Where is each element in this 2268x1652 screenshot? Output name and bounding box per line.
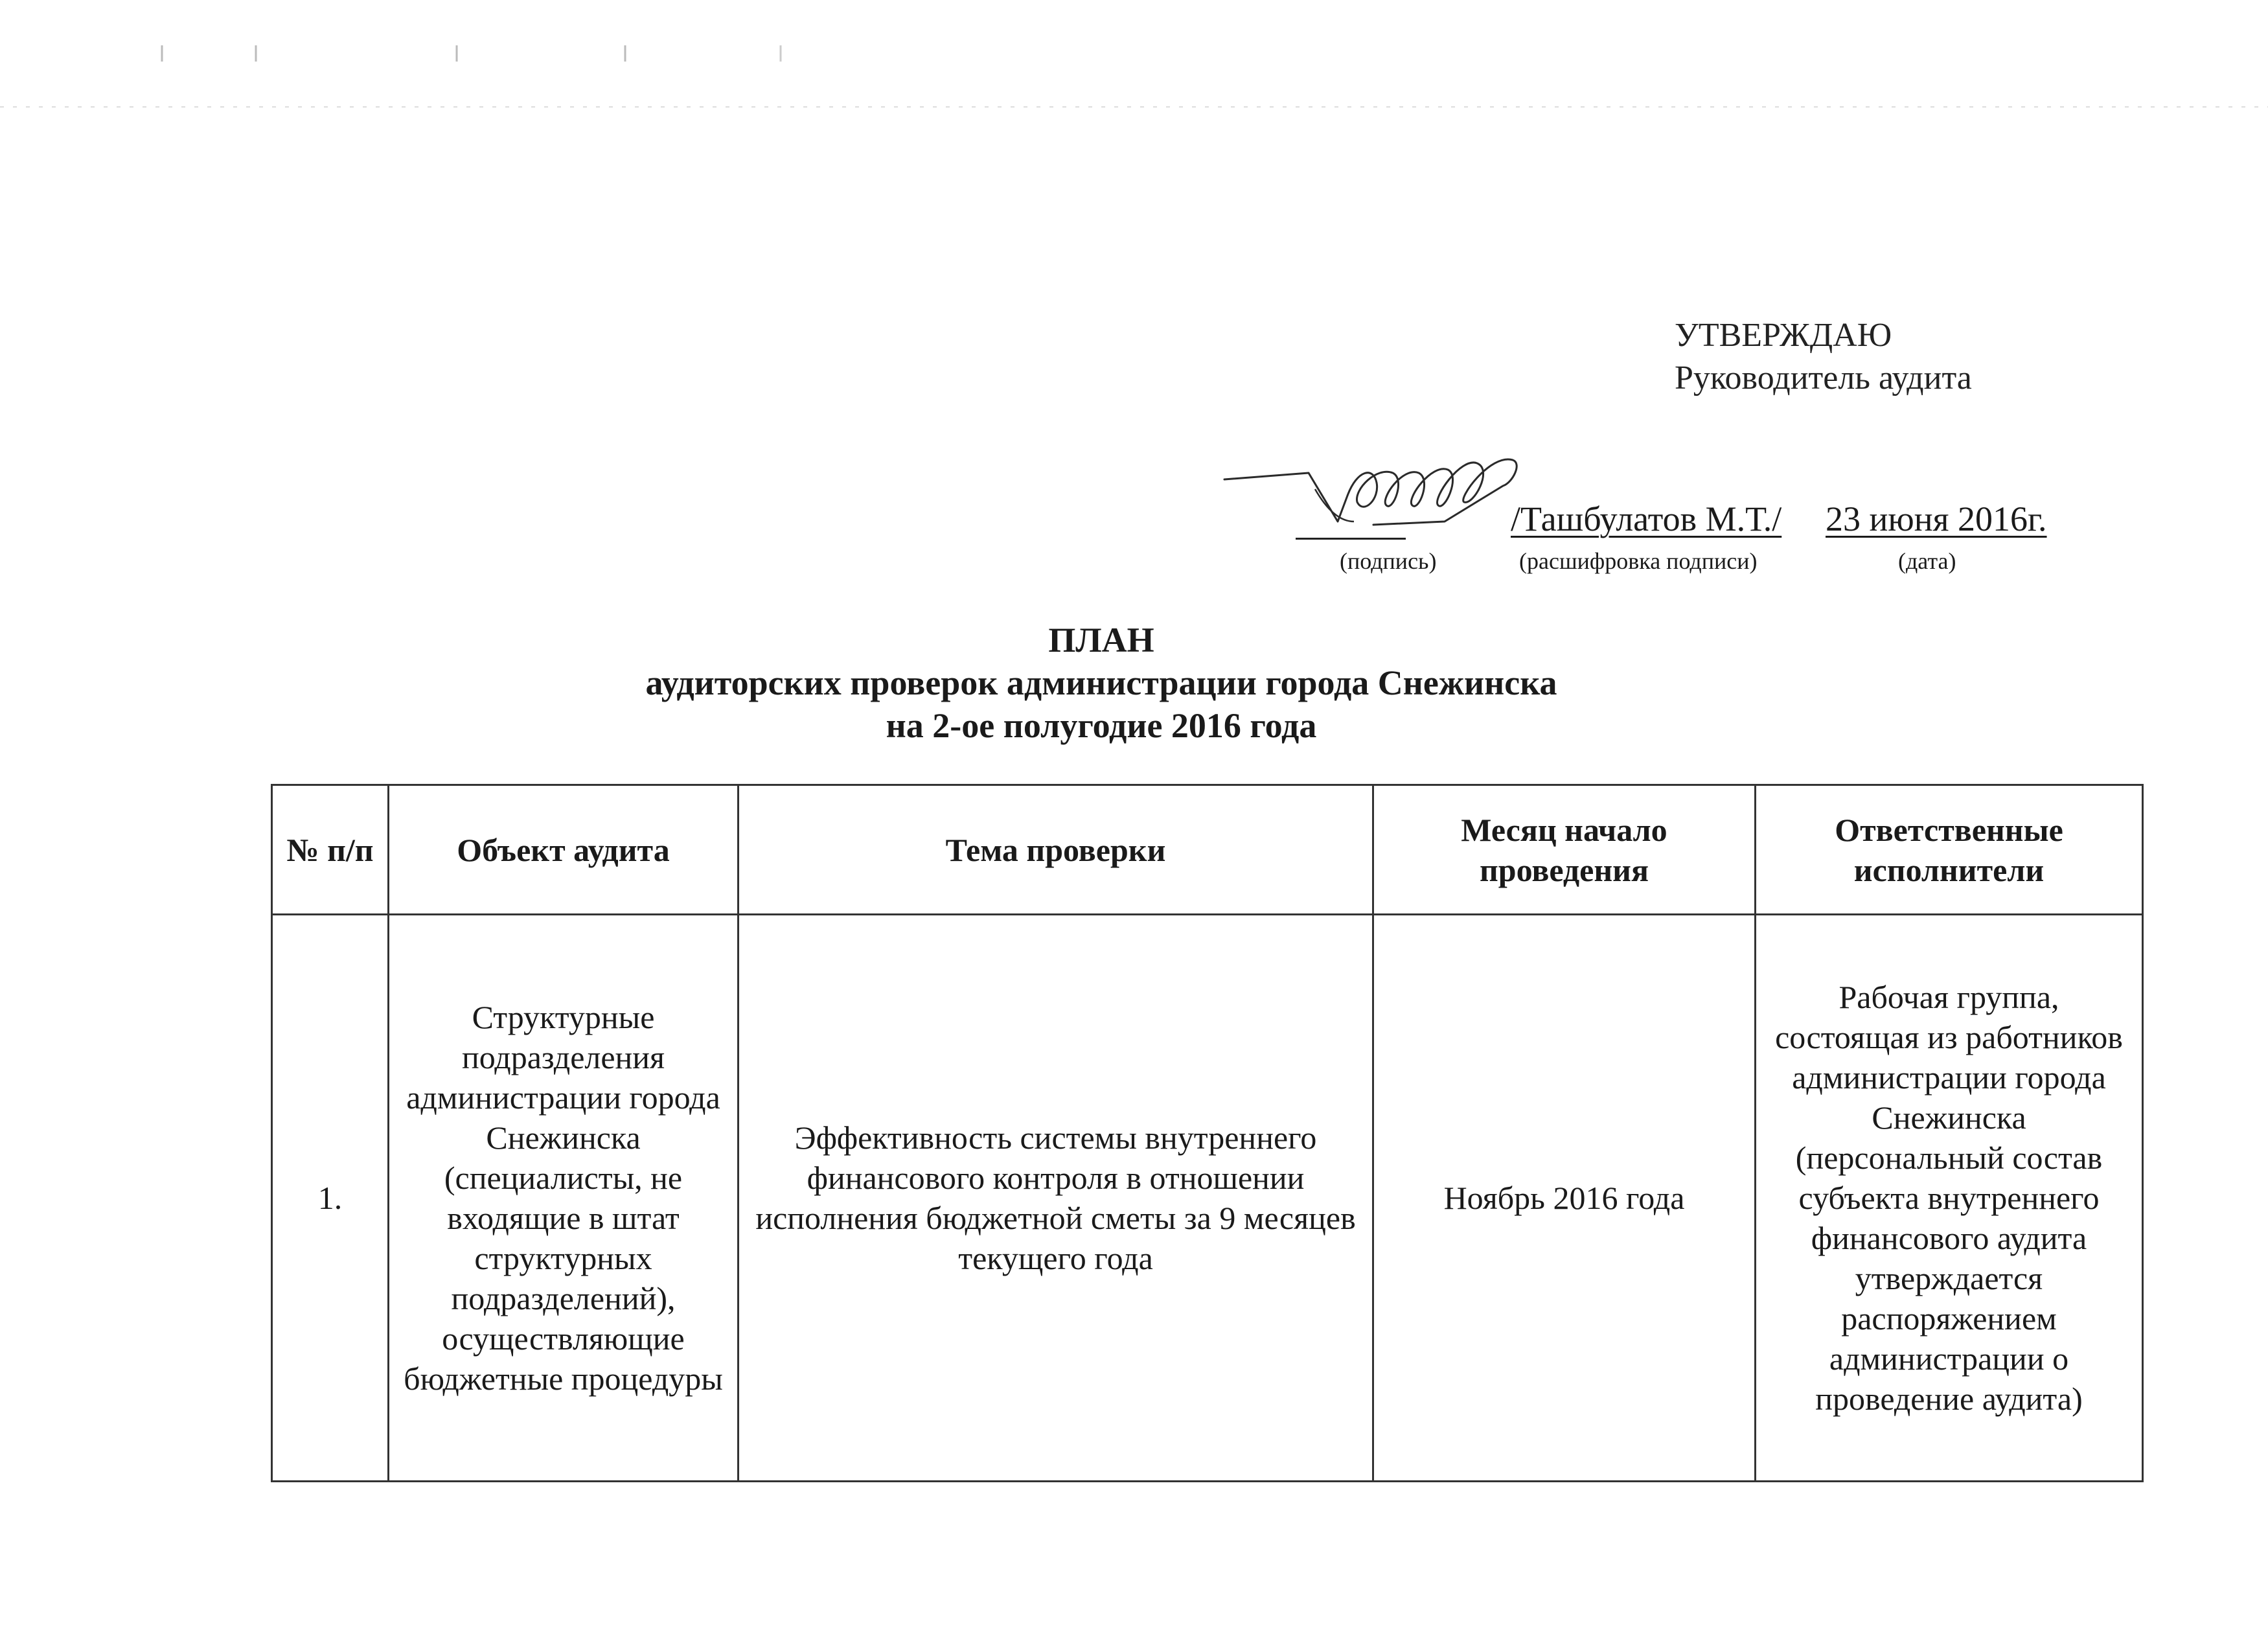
caption-signature: (подпись)	[1340, 548, 1437, 574]
scan-artifacts	[0, 39, 2268, 117]
cell-topic: Эффективность системы внутреннего финансового контроля в отношении исполнения бюджетной сметы за 9 месяцев текущего года	[739, 915, 1373, 1482]
header-object: Объект аудита	[389, 785, 739, 915]
approval-block	[1675, 314, 1972, 400]
title-line-1: ПЛАН	[1048, 621, 1154, 660]
approval-position: Руководитель аудита	[1675, 360, 1972, 396]
header-responsible: Ответственные исполнители	[1756, 785, 2143, 915]
table-row	[272, 915, 2143, 1482]
approval-date: 23 июня 2016г.	[1826, 499, 2047, 538]
caption-decode: (расшифровка подписи)	[1519, 548, 1758, 574]
title-line-3: на 2-ое полугодие 2016 года	[886, 706, 1317, 745]
cell-num: 1.	[272, 915, 389, 1482]
audit-plan-table	[271, 784, 2144, 1482]
cell-object: Структурные подразделения администрации города Снежинска (специалисты, не входящие в штат структурных подразделений), осуществляющие бюджетные процедуры	[389, 915, 739, 1482]
header-topic: Тема проверки	[739, 785, 1373, 915]
header-month: Месяц начало проведения	[1373, 785, 1756, 915]
title-line-2: аудиторских проверок администрации города Снежинска	[645, 663, 1557, 702]
handwritten-signature	[1218, 444, 1542, 547]
document-title	[0, 619, 2203, 747]
cell-month: Ноябрь 2016 года	[1373, 915, 1756, 1482]
cell-responsible: Рабочая группа, состоящая из работников администрации города Снежинска (персональный состав субъекта внутреннего финансового аудита утверждается распоряжением администрации о проведение аудита)	[1756, 915, 2143, 1482]
approval-heading: УТВЕРЖДАЮ	[1675, 317, 1892, 354]
signature-row	[1218, 479, 2092, 577]
approver-name: /Ташбулатов М.Т./	[1511, 499, 1782, 538]
caption-date: (дата)	[1898, 548, 1956, 574]
table-header-row	[272, 785, 2143, 915]
header-num: № п/п	[272, 785, 389, 915]
